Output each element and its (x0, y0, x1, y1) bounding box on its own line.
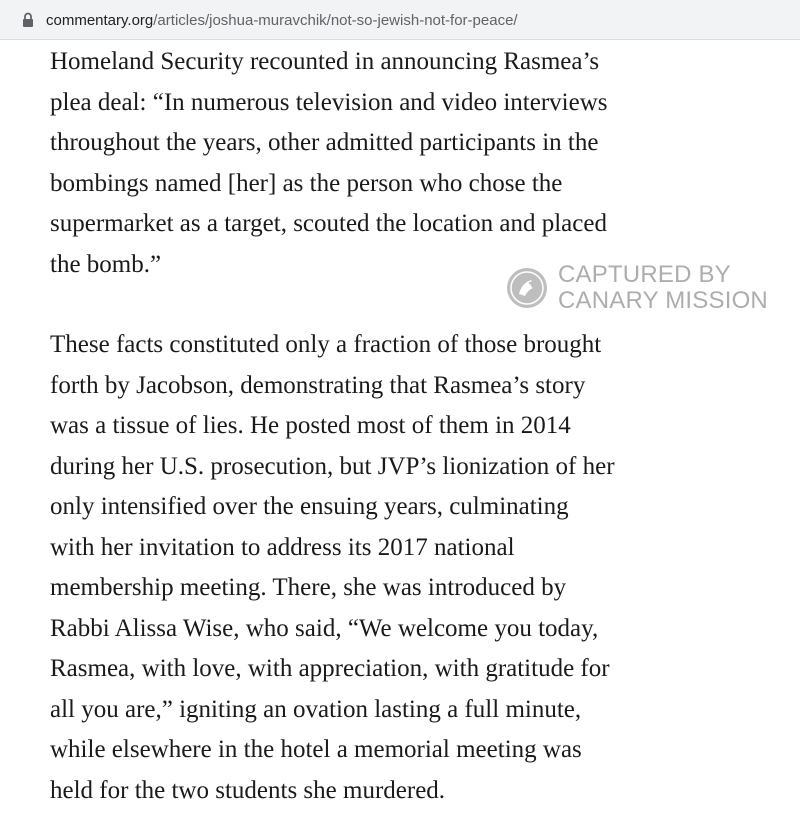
watermark-line-1: CAPTURED BY (558, 261, 731, 288)
paragraph-line: while elsewhere in the hotel a memorial meeting was (50, 736, 582, 763)
watermark-line-2: CANARY MISSION (558, 287, 768, 314)
url-path: /articles/joshua-muravchik/not-so-jewish-not-for-peace/ (153, 11, 518, 29)
paragraph-line: Homeland Security recounted in announcing Rasmea’s (50, 48, 600, 75)
paragraph-line: membership meeting. There, she was introduced by (50, 574, 567, 601)
paragraph-line: supermarket as a target, scouted the location and placed (50, 210, 607, 237)
paragraph-line: throughout the years, other admitted participants in the (50, 129, 599, 156)
paragraph-line: Rasmea, with love, with appreciation, with gratitude for (50, 655, 610, 682)
paragraph-line: bombings named [her] as the person who chose the (50, 169, 563, 197)
paragraph-line: with her invitation to address its 2017 national (50, 533, 515, 561)
canary-mission-watermark (506, 262, 768, 314)
lock-icon[interactable] (18, 10, 38, 30)
paragraph-line: plea deal: “In numerous television and video interviews (50, 88, 608, 116)
paragraph-line: only intensified over the ensuing years, culminating (50, 493, 569, 520)
url-field[interactable] (10, 5, 790, 35)
url-host: commentary.org (46, 11, 154, 29)
url-text[interactable] (46, 12, 518, 29)
paragraph-line: during her U.S. prosecution, but JVP’s lionization of her (50, 452, 615, 480)
paragraph-line: forth by Jacobson, demonstrating that Rasmea’s story (50, 371, 586, 399)
paragraph-line: These facts constituted only a fraction of those brought (50, 331, 602, 358)
paragraph-line: all you are,” igniting an ovation lasting a full minute, (50, 695, 582, 723)
article-paragraph-1 (50, 42, 790, 285)
article-paragraph-2 (50, 325, 790, 811)
paragraph-line: was a tissue of lies. He posted most of them in 2014 (50, 412, 571, 439)
watermark-text (558, 262, 768, 314)
browser-address-bar (0, 0, 800, 40)
paragraph-line: the bomb.” (50, 250, 162, 278)
canary-bird-icon (506, 267, 548, 309)
paragraph-line: Rabbi Alissa Wise, who said, “We welcome you today, (50, 614, 599, 642)
paragraph-line: held for the two students she murdered. (50, 776, 446, 804)
article-body (50, 42, 790, 811)
